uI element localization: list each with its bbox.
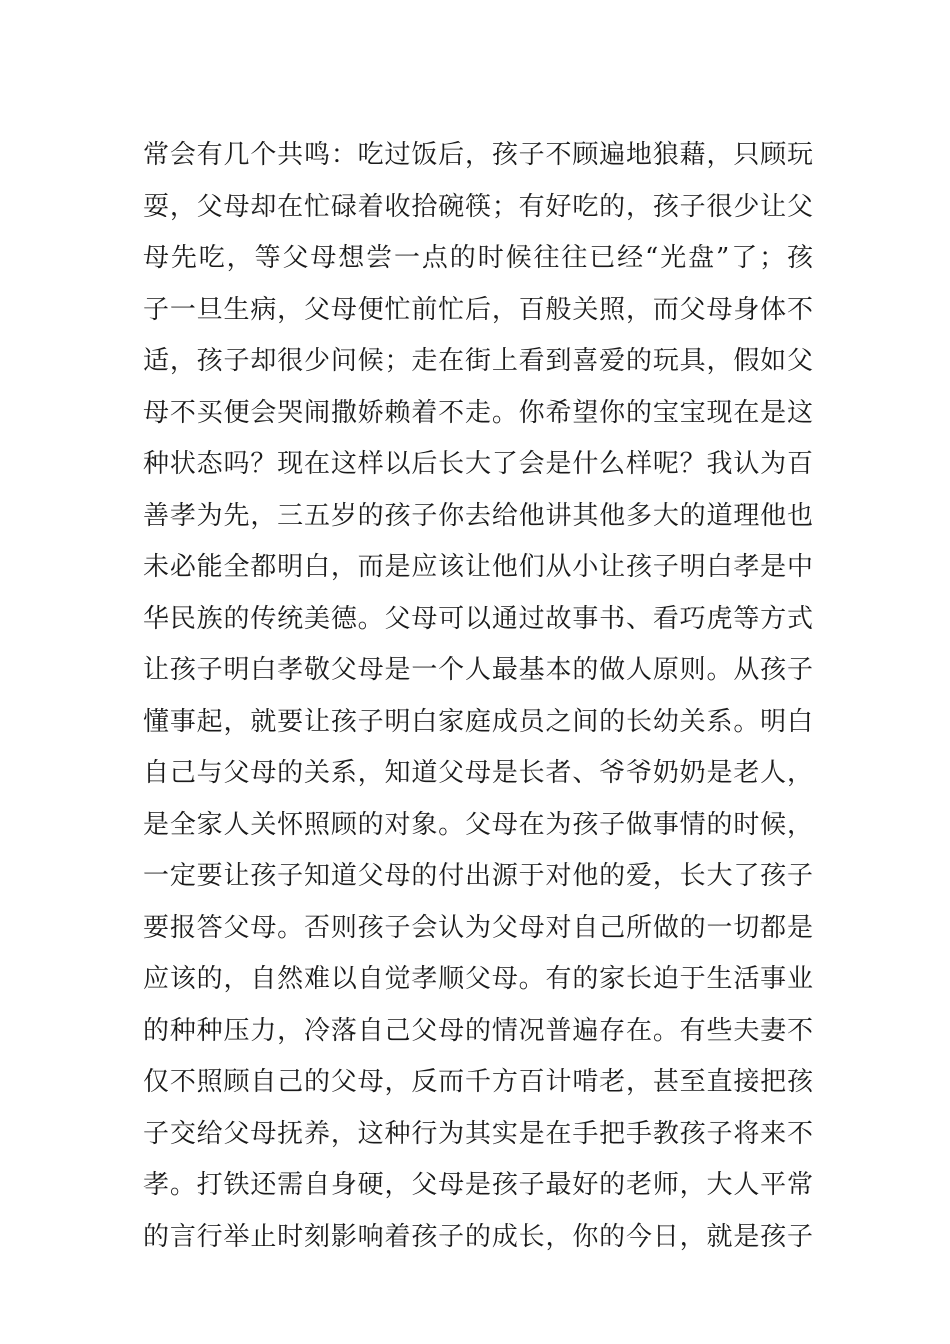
text-line: 常会有几个共鸣：吃过饭后，孩子不顾遍地狼藉，只顾玩 (143, 140, 813, 170)
text-line: 子交给父母抚养，这种行为其实是在手把手教孩子将来不 (143, 1118, 813, 1149)
text-line: 耍，父母却在忙碌着收拾碗筷；有好吃的，孩子很少让父 (143, 191, 813, 222)
text-line: 懂事起，就要让孩子明白家庭成员之间的长幼关系。明白 (143, 706, 813, 737)
text-line: 种状态吗？现在这样以后长大了会是什么样呢？我认为百 (143, 449, 813, 479)
text-line: 母先吃，等父母想尝一点的时候往往已经“光盘”了；孩 (143, 243, 813, 273)
text-line: 是全家人关怀照顾的对象。父母在为孩子做事情的时候， (143, 809, 813, 840)
text-line: 适，孩子却很少问候；走在街上看到喜爱的玩具，假如父 (143, 346, 813, 376)
text-line: 要报答父母。否则孩子会认为父母对自己所做的一切都是 (143, 912, 813, 943)
text-line: 仅不照顾自己的父母，反而千方百计啃老，甚至直接把孩 (143, 1067, 813, 1097)
text-line: 一定要让孩子知道父母的付出源于对他的爱，长大了孩子 (143, 861, 813, 891)
body-paragraph (143, 130, 813, 1263)
text-line: 子一旦生病，父母便忙前忙后，百般关照，而父母身体不 (143, 294, 813, 325)
text-line: 的言行举止时刻影响着孩子的成长，你的今日，就是孩子 (143, 1221, 813, 1252)
text-line: 善孝为先，三五岁的孩子你去给他讲其他多大的道理他也 (143, 500, 813, 531)
text-line: 自己与父母的关系，知道父母是长者、爷爷奶奶是老人， (143, 758, 813, 788)
text-line: 华民族的传统美德。父母可以通过故事书、看巧虎等方式 (143, 603, 813, 634)
text-line: 母不买便会哭闹撒娇赖着不走。你希望你的宝宝现在是这 (143, 397, 813, 428)
text-line: 孝。打铁还需自身硬，父母是孩子最好的老师，大人平常 (143, 1170, 813, 1200)
text-line: 让孩子明白孝敬父母是一个人最基本的做人原则。从孩子 (143, 655, 813, 685)
text-line: 未必能全都明白，而是应该让他们从小让孩子明白孝是中 (143, 552, 813, 582)
text-line: 应该的，自然难以自觉孝顺父母。有的家长迫于生活事业 (143, 964, 813, 994)
text-line: 的种种压力，冷落自己父母的情况普遍存在。有些夫妻不 (143, 1015, 813, 1046)
